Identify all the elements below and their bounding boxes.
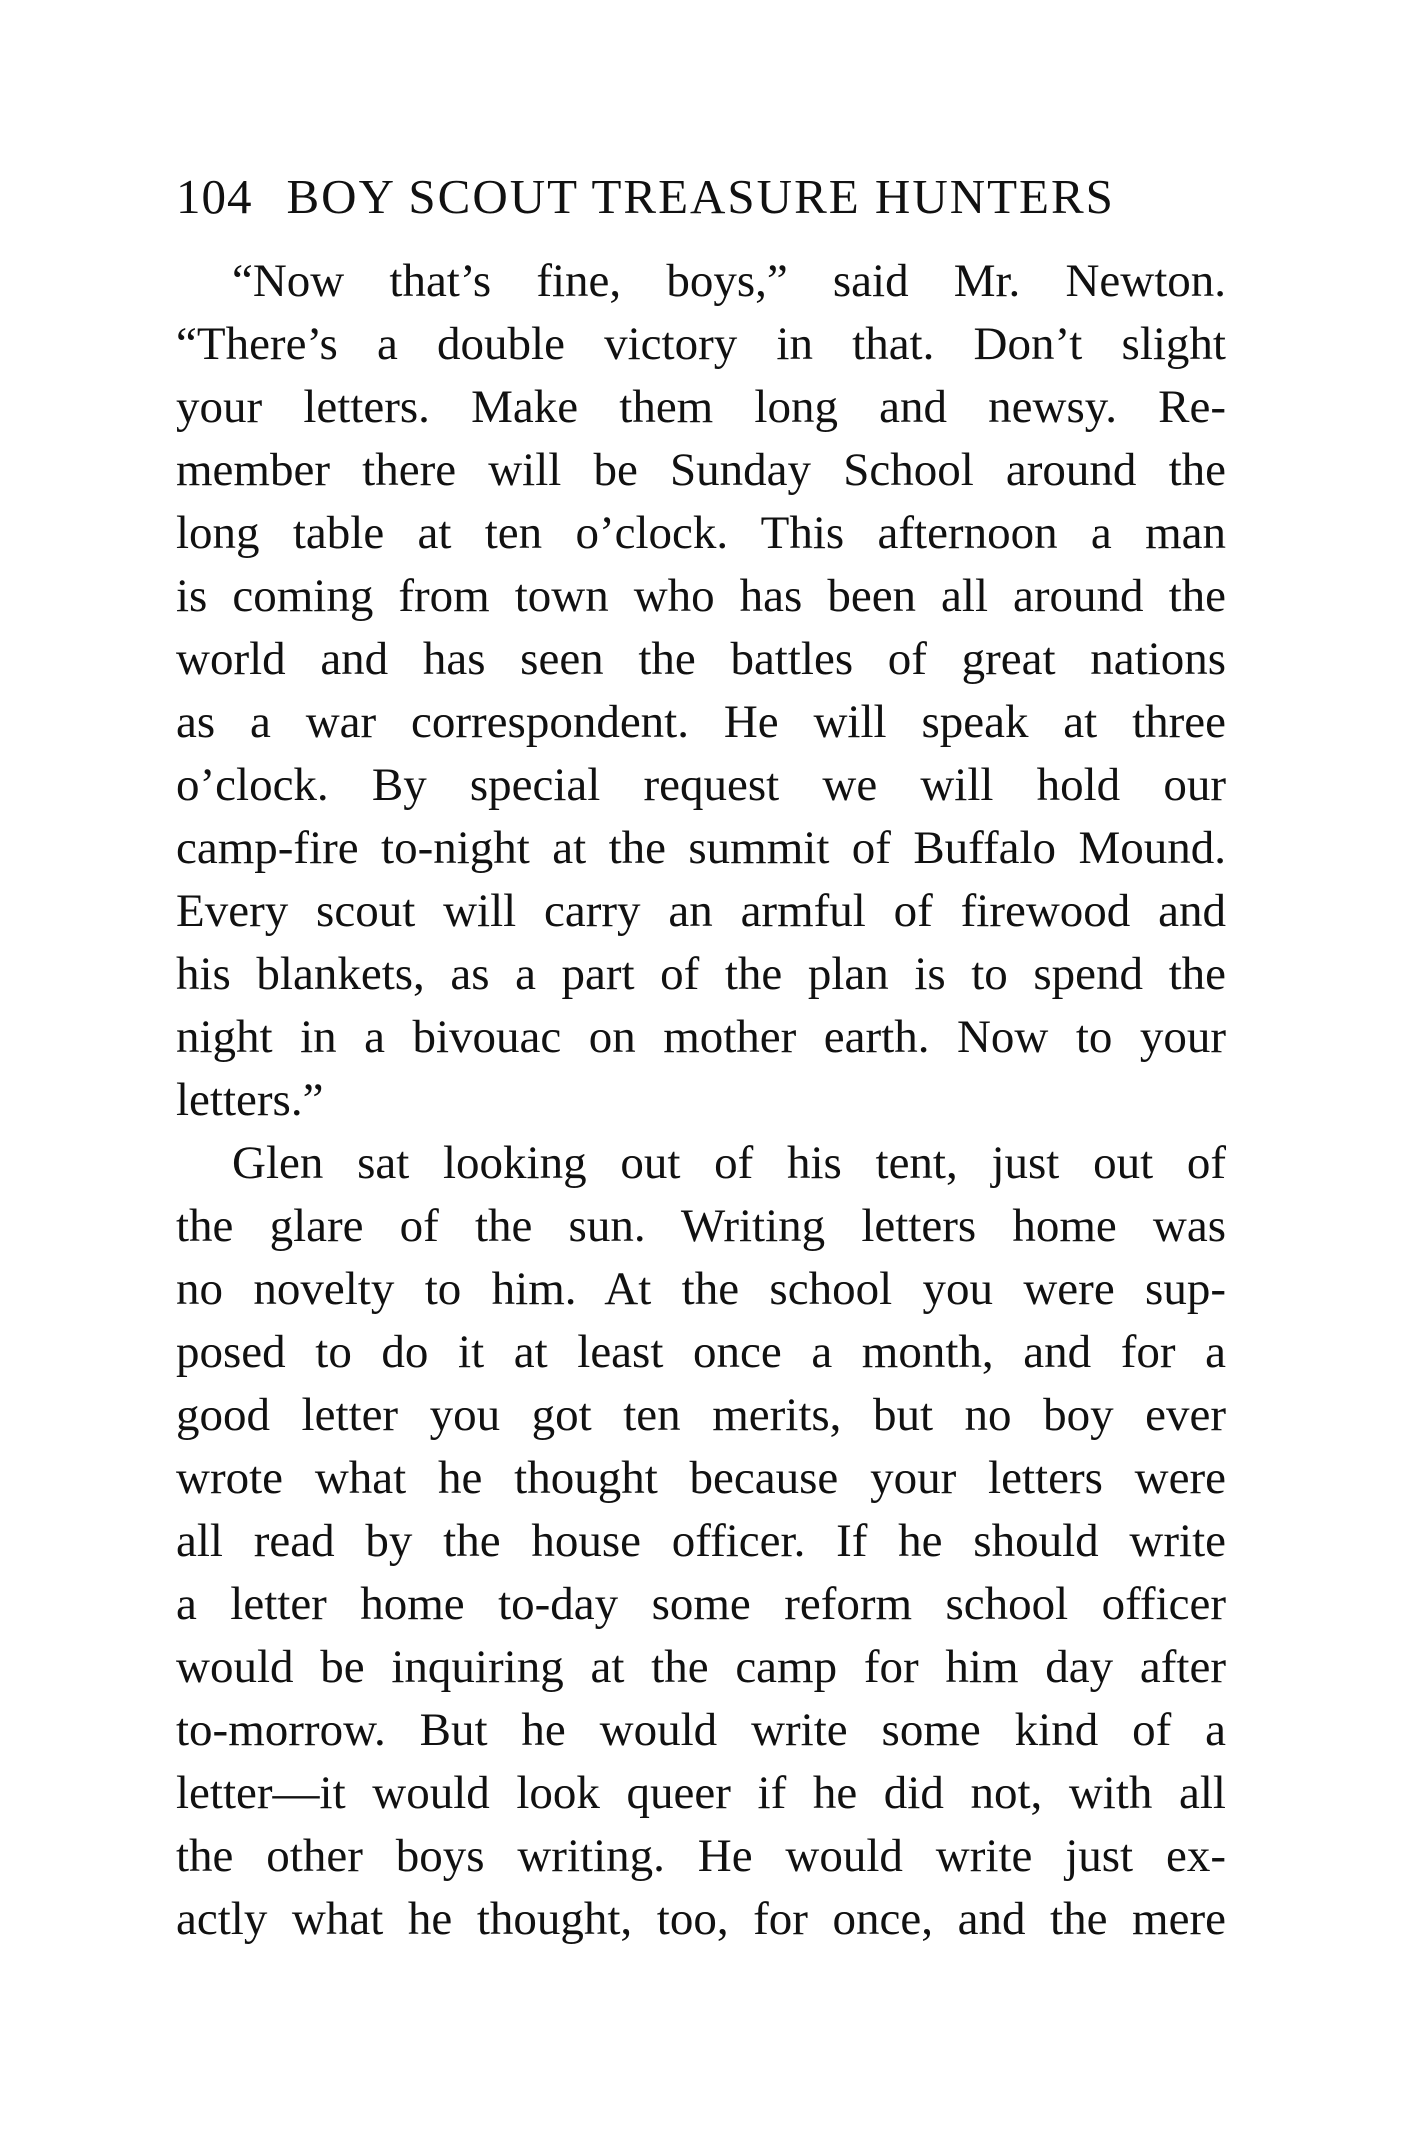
paragraph-line: the glare of the sun. Writing letters home was (176, 1200, 1226, 1252)
paragraph-line: his blankets, as a part of the plan is to spend the (176, 948, 1226, 1000)
paragraph-line: “Now that’s fine, boys,” said Mr. Newton. (232, 255, 1226, 307)
paragraph-line: letter—it would look queer if he did not, with all (176, 1767, 1226, 1819)
paragraph-line: all read by the house officer. If he should write (176, 1515, 1226, 1567)
paragraph-line: is coming from town who has been all around the (176, 570, 1226, 622)
paragraph-line: a letter home to-day some reform school officer (176, 1578, 1226, 1630)
paragraph-line: letters.” (176, 1074, 324, 1126)
paragraph-line: Glen sat looking out of his tent, just out of (232, 1137, 1226, 1189)
paragraph-line: camp-fire to-night at the summit of Buffalo Mound. (176, 822, 1226, 874)
paragraph-line: as a war correspondent. He will speak at three (176, 696, 1226, 748)
paragraph-line: no novelty to him. At the school you were sup- (176, 1263, 1226, 1315)
paragraph-line: posed to do it at least once a month, and for a (176, 1326, 1226, 1378)
paragraph-line: the other boys writing. He would write just ex- (176, 1830, 1226, 1882)
page-number: 104 (176, 169, 253, 224)
paragraph-line: long table at ten o’clock. This afternoon a man (176, 507, 1226, 559)
paragraph-line: “There’s a double victory in that. Don’t slight (176, 318, 1226, 370)
paragraph-line: wrote what he thought because your letters were (176, 1452, 1226, 1504)
paragraph-line: good letter you got ten merits, but no boy ever (176, 1389, 1226, 1441)
body-text (176, 250, 1226, 1951)
paragraph-line: o’clock. By special request we will hold our (176, 759, 1226, 811)
paragraph-line: member there will be Sunday School around the (176, 444, 1226, 496)
paragraph-line: night in a bivouac on mother earth. Now to your (176, 1011, 1226, 1063)
page-header (176, 168, 1226, 238)
paragraph-line: Every scout will carry an armful of firewood and (176, 885, 1226, 937)
paragraph-line: would be inquiring at the camp for him day after (176, 1641, 1226, 1693)
paragraph-line: your letters. Make them long and newsy. Re- (176, 381, 1226, 433)
running-title: BOY SCOUT TREASURE HUNTERS (286, 169, 1115, 224)
paragraph-line: world and has seen the battles of great nations (176, 633, 1226, 685)
paragraph-line: actly what he thought, too, for once, and the mere (176, 1893, 1226, 1945)
paragraph-line: to-morrow. But he would write some kind of a (176, 1704, 1226, 1756)
